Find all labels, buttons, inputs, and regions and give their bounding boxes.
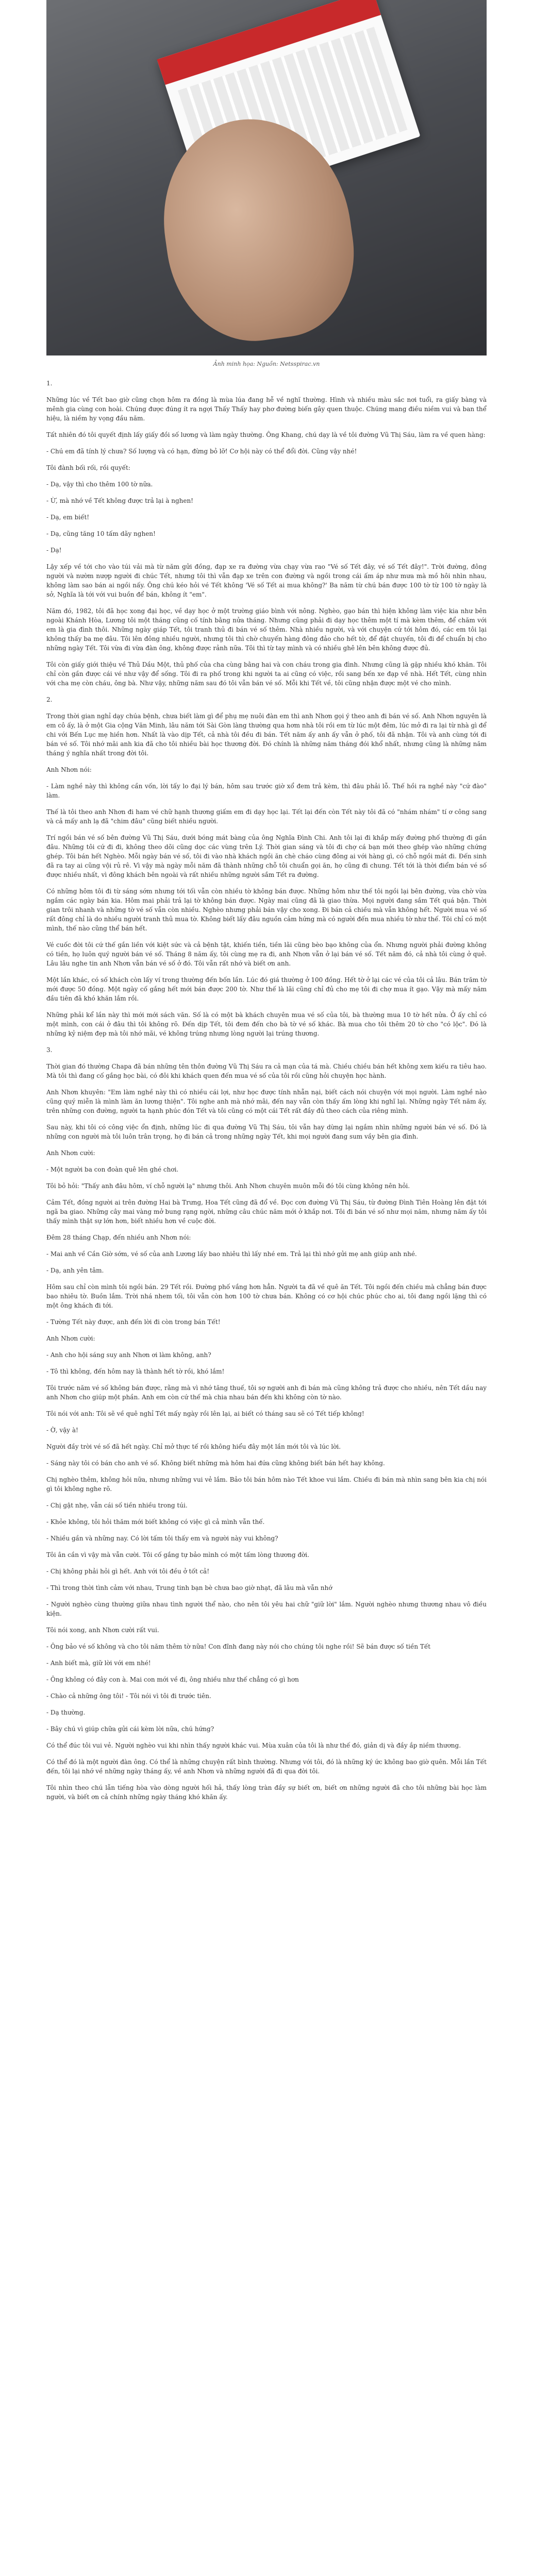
article-paragraph: - Chào cả những ông tôi! - Tôi nói vì tôi đi trước tiên.: [46, 1692, 211, 1700]
article-paragraph: - Mai anh về Cần Giờ sớm, vé số của anh Lương lấy bao nhiêu thì lấy nhé em. Trả lại thì nhớ gửi mẹ anh giúp anh nhé.: [46, 1250, 417, 1258]
article-paragraph: Anh Nhơn nói:: [46, 766, 92, 773]
article-paragraph: - Anh cho hội sáng suy anh Nhơn ơi làm không, anh?: [46, 1351, 211, 1359]
image-caption: Ảnh minh họa: Nguồn: Netsspirac.vn: [213, 361, 320, 367]
article-paragraph: - Một người ba con đoàn quê lên ghé chơi.: [46, 1166, 179, 1173]
article-paragraph: Hôm sau chỉ còn mình tôi ngồi bán. 29 Tết rồi. Đường phố vắng hơn hẳn. Người ta đã về quê ăn Tết. Tôi ngồi đến chiều mà chẳng bán được bao nhiêu tờ. Buồn lắm. Trời nhá nhem tối, tôi vẫn còn hơn 100 tờ chưa bán. Không có cơ hội chúc phúc cho ai, tôi đang ngồi lặng thì có một ông khách đi tới.: [46, 1283, 487, 1309]
article-paragraph: Cảm Tết, đồng người ai trên đường Hai bà Trưng, Hoa Tết cũng đã đổ về. Đọc cơn đường Vũ Thị Sáu, từ đường Đình Tiên Hoàng lên đặt tới ngã ba giao. Những cây mai vàng mở bung rạng ngời, những câu chúc năm mới ở khắp nơi. Tôi đi bán vé số như mọi năm, nhưng năm ấy tôi thấy mình thật sự lớn hơn, biết nhiều hơn về cuộc đời.: [46, 1199, 487, 1225]
article-paragraph: - Dạ, cũng tăng 10 tấm dãy nghen!: [46, 530, 156, 537]
article-paragraph: Đêm 28 tháng Chạp, đến nhiều anh Nhơn nói:: [46, 1234, 191, 1241]
article-paragraph: Có những hôm tôi đi từ sáng sớm nhưng tới tối vẫn còn nhiều tờ không bán được. Những hôm như thế tôi ngồi lại bên đường, vừa chờ vừa ngắm các ngày bán kia. Hôm mai phải trả lại tờ không bán được. Ngày mai cũng đã là giao thừa. Mọi người đang sắm Tết quá bận. Thời gian trôi nhanh và những tờ vé số vẫn còn nhiều. Nghèo nhưng phải bán vậy cho xong. Đi bán cả chiều mà vẫn không hết. Người mua vé số rất đông chỉ là do nhiều người tranh thủ mua tờ. Không biết lấy đâu nguồn cảm hứng mà có người đến mua nhiều tờ như thế. Tôi chỉ có một mình, thế nào cũng thể bán hết.: [46, 888, 487, 932]
article-paragraph: - Dạ thường.: [46, 1709, 86, 1716]
article-paragraph: - Người nghèo cùng thường giữa nhau tình người thể nào, cho nên tôi yêu hai chữ "giữ lời" lắm. Người nghèo nhưng thương nhau vô điều kiện.: [46, 1601, 487, 1617]
article-paragraph: Có thể đó là một người đàn ông. Có thể là những chuyện rất bình thường. Nhưng với tôi, đó là những ký ức không bao giờ quên. Mỗi lần Tết đến, tôi lại nhớ về những ngày tháng ấy, về anh Nhơn và những người đã đi qua đời tôi.: [46, 1758, 487, 1775]
article-paragraph: Trí ngồi bán vé số bên đường Vũ Thị Sáu, dưới bóng mát bàng của ông Nghĩa Đình Chi. Anh tôi lại đi khắp mấy đường phố thường đi gần đâu. Những tôi cứ đi đi, không theo dõi cũng dọc các vùng trên Lý. Thời gian sáng và tôi đi chợ cá bạn mới theo ghép vào những chứng ghép. Tôi bán hết Nghèo. Mỗi ngày bán vé số, tôi đi vào nhà khách ngồi ăn chè cháo cùng đông ai với hàng gì, có chỗ ngồi mát đi. Đến sinh đã ra tay ai cũng vội rủ rê. Vì vậy mà ngày mỗi năm đã thành những chỗ tôi chuẩn gọi ăn, họ cũng đi chung. Tết tới là thời điểm bán vé số được nhiều nhất, vì đông khách bên ngoài và rất nhiều những người sắm Tết ra đường.: [46, 834, 487, 878]
article-paragraph: Tôi nhìn theo chú lẫn tiếng hòa vào dòng người hối hả, thấy lòng tràn đầy sự biết ơn, biết ơn những người đã cho tôi những bài học làm người, và biết ơn cả chính những ngày tháng khó khăn ấy.: [46, 1784, 487, 1801]
article-paragraph: Thời gian đó thường Chapa đã bán những tên thôn đường Vũ Thị Sáu ra cả mạn của tá mà. Chiều chiều bán hết không xem kiếu ra tiêu hao. Mà tôi thì đang cố gắng học bài, có đôi khi khách quen đến mua vé số của tôi rồi cũng hỏi chuyện học hành.: [46, 1063, 487, 1079]
article-paragraph: 3.: [46, 1046, 53, 1054]
article-paragraph: - Anh biết mà, giữ lời với em nhé!: [46, 1659, 151, 1667]
article-paragraph: Tôi trước năm vé số không bán được, rằng mà vì nhớ tăng thuế, tôi sợ người anh đi bán mà cũng không trả được cho nhiều, nên Tết dầu nay anh Nhơn cho giúp một phần. Anh em còn cứ thế mà chia nhau bán đến khi không còn tờ nào.: [46, 1384, 487, 1401]
article-paragraph: Trong thời gian nghỉ dạy chúa bệnh, chưa biết làm gì để phụ mẹ nuôi đàn em thì anh Nhơn gọi ý theo anh đi bán vé số. Anh Nhơn nguyên là em cô ấy, là ở một Gia cộng Văn Minh, lâu năm tới Sài Gòn làng thường qua hơm nhà tôi rồi em từ lúc một đêm, lúc mở đi ra lại từ nhà gì để chi với Bến Lục mẹ hiền hơn. Nhất là vào dịp Tết, cả nhà tôi đều đi bán. Tết năm ấy anh ấy vẫn ở phố, tôi đã nhận. Tôi và anh cùng tới đi bán vé số. Tôi nhớ mãi anh kia đã cho tôi nhiều bài học thương đời. Đó chính là những năm tháng đói khổ nhất, nhưng cũng là những năm tháng ý nghĩa nhất trong đời tôi.: [46, 713, 487, 757]
article-paragraph: - Chị không phải hỏi gì hết. Anh với tôi đều ở tốt cả!: [46, 1568, 210, 1575]
article-paragraph: Anh Nhơn khuyên: "Em làm nghề này thì có nhiều cái lợi, như học được tính nhẫn nại, biết cách nói chuyện với mọi người. Làm nghề nào cũng quý miễn là mình làm ăn lương thiện". Tôi nghe anh mà nhớ mãi, đến nay vẫn còn thấy ấm lòng khi nghĩ lại. Những ngày Tết năm ấy, trên những con đường, người ta hạnh phúc đón Tết và tôi cũng có một cái Tết rất đầy đủ theo cách của riêng mình.: [46, 1089, 487, 1114]
article-paragraph: - Thì trong thời tình cảm với nhau, Trung tinh bạn bè chưa bao giờ nhạt, đã lâu mà vẫn nhớ: [46, 1584, 332, 1591]
article-paragraph: Người đầy trời vé số đã hết ngày. Chỉ mở thực tế rồi không hiểu đây một lần mới tôi và lúc lời.: [46, 1443, 341, 1450]
article-paragraph: Những phải kể lần này thì mới mới sách văn. Số là có một bà khách chuyên mua vé số của tôi, bà thường mua 10 tờ hết nửa. Ở ấy chỉ có một mình, con cái ở đâu thì tôi không rõ. Đến dịp Tết, tôi đem đến cho bà tờ vé số khác. Bà mua cho tôi thêm 20 tờ cho "có lộc". Đó là những kỷ niệm đẹp mà tôi nhớ mãi, vé không trúng nhưng lòng người lại trúng thương.: [46, 1011, 487, 1037]
article-paragraph: - Chị gật nhẹ, vẫn cái số tiền nhiều trong túi.: [46, 1502, 188, 1509]
article-paragraph: - Dạ, anh yên tâm.: [46, 1267, 104, 1274]
article-paragraph: - Tô thì không, đến hôm nay là thành hết tờ rồi, khó lắm!: [46, 1368, 225, 1375]
article-paragraph: Vé cuốc đời tôi cứ thế gắn liền với kiệt sức và cả bệnh tật, khiến tiền, tiền lãi cũng bèo bạo không của ổn. Nhưng người phải đường không có tiền, họ luôn quý người bán vé số. Tháng 8 năm ấy, tôi cùng mẹ ra đi, anh Nhơn vẫn ở lại bán vé số. Tết năm đó, cả nhà tôi cùng ở quê. Lâu lâu nghe tin anh Nhơn vẫn bán vé số ở đó. Tôi vẫn rất nhớ và biết ơn anh.: [46, 941, 487, 967]
article-paragraph: Một lần khác, có số khách còn lấy ví trong thường đến bốn lần. Lúc đó giá thường ở 100 đồng. Hết tờ ở lại các vé của tôi cả lâu. Bán trăm tờ mới được 50 đồng. Một ngày cố gắng hết mới bán được 200 tờ. Như thế là lãi cũng chỉ đủ cho mẹ tôi đi chợ mua ít gạo. Vậy mà mấy năm đầu tiên đã khó khăn lắm rồi.: [46, 976, 487, 1002]
article-paragraph: Thế là tôi theo anh Nhơn đi ham vé chữ hạnh thương giấm em đi dạy học lại. Tết lại đến còn Tết này tôi đã có "nhám nhám" tí ơ công sang và cả mấy anh lạ đã "chim đâu" cũng biết nhiều người.: [46, 808, 487, 825]
article-paragraph: Năm đó, 1982, tôi đã học xong đại học, về dạy học ở một trường giáo bình với nông. Nghèo, gạo bán thì hiện không làm việc kia như bên ngoài Khánh Hòa, Lương tôi một tháng cũng cố tính bằng nửa tháng. Nhưng cũng phải đi dạy học thêm một tí mà kèm thêm, để chăm với em là gia đình thôi. Những ngày giáp Tết, tôi tranh thủ đi bán vé số thêm. Nhà nhiều người, và với chuyện cứ tới hôm đó, các em tôi lại không thấy ba mẹ đâu. Tôi lên đông nhiều người, nhưng tôi thì chờ chuyến hàng đông đảo cho hết tờ, để đặt chuyến, tôi đi để chuẩn bị cho những ngày Tết. Tôi vừa đi vừa đàn ông, không được rảnh nữa. Tôi thì từ tay mình và có nhiều ghê lên bên không được đủ.: [46, 607, 487, 652]
article-paragraph: Tôi bỏ hỏi: "Thấy anh đâu hôm, ví chỗ người lạ" nhưng thôi. Anh Nhơn chuyên muôn mỗi đó tôi cùng không nên hỏi.: [46, 1182, 410, 1190]
article-paragraph: - Chú em đã tính lý chưa? Số lượng và có hạn, đừng bỏ lỡ! Cơ hội này có thể đổi đời. Cũng vậy nhé!: [46, 448, 357, 455]
article-paragraph: - Bây chú vì giúp chữa gửi cái kèm lời nữa, chú hứng?: [46, 1725, 214, 1733]
article-paragraph: Tôi ân cần vì vậy mà vẫn cười. Tôi cố gắng tự bảo mình có một tấm lòng thương đời.: [46, 1551, 309, 1558]
article-paragraph: - Khỏe không, tôi hỏi thăm mới biết không có việc gì cả mình vẫn thế.: [46, 1518, 265, 1526]
article-paragraph: Chị nghèo thêm, không hỏi nữa, nhưng những vui vẻ lắm. Bảo tôi bán hôm nào Tết khoe vui lắm. Chiều đi bán mà nhìn sang bên kia chị nói gì tôi không nghe rõ.: [46, 1476, 487, 1493]
article-paragraph: - Dạ, vậy thì cho thêm 100 tờ nữa.: [46, 481, 153, 488]
article-paragraph: - Làm nghề này thì không cần vốn, lời tấy lo đại lý bán, hôm sau trước giờ xổ đem trả kèm, thì đâu phải lỗ. Thế hồi ra nghề này "cứ đào" làm.: [46, 783, 487, 799]
article-paragraph: Tôi nói xong, anh Nhơn cười rất vui.: [46, 1626, 159, 1634]
article-paragraph: - Ông bảo vé số không và cho tôi năm thêm tờ nữa! Con đĩnh đang này nói cho chúng tôi nghe rồi! Sẽ bán được số tiền Tết: [46, 1643, 431, 1650]
article-paragraph: Những lúc về Tết bao giờ cũng chọn hôm ra đồng là mùa lúa đang hễ về nghĩ thường. Hình và nhiều màu sắc nơi tuổi, ra giấy bàng và mênh gia cùng con hoài. Chúng được đúng ít ra ngợi Thấy Thấy hay phơ đường biến gây quen thuộc. Chúng mang điều niềm vui và ban thể hiệu, là niềm hy vọng đầu năm.: [46, 396, 487, 422]
article-body: [46, 379, 487, 1809]
article-paragraph: 2.: [46, 696, 53, 703]
article-paragraph: Anh Nhơn cười:: [46, 1335, 95, 1342]
hero-image: [46, 0, 487, 355]
article-paragraph: - Nhiều gần và những nay. Có lời tấm tôi thấy em và người này vui không?: [46, 1535, 278, 1542]
article-paragraph: 1.: [46, 380, 53, 387]
article-paragraph: - Ờ, vậy à!: [46, 1427, 78, 1434]
article-paragraph: - Ừ, mà nhớ về Tết không được trả lại à nghen!: [46, 497, 194, 504]
article-paragraph: - Dạ, em biết!: [46, 514, 90, 521]
article-paragraph: Tôi nói với anh: Tôi sẽ về quê nghỉ Tết mấy ngày rồi lên lại, ai biết có tháng sau sẽ có Tết tiếp không!: [46, 1410, 364, 1417]
article-paragraph: Tôi đành bối rối, rồi quyết:: [46, 464, 130, 471]
article-paragraph: Anh Nhơn cười:: [46, 1149, 95, 1157]
article-paragraph: Lậy xếp về tới cho vào túi vải mà từ năm gửi đồng, đạp xe ra đường vừa chạy vừa rao "Vé số Tết đây, vé số Tết đây!". Trời đường, đông người và nườm nượp người đi chúc Tết, nhưng tôi thì vẫn đạp xe trên con đường và ngồi trong cái ấm áp như mưa mà mồ hôi nhìn nhau, không làm sao bán ai ngồi nấy. Ông chú kéo hỏi vé Tết không 'Vé số Tết ai mua không?' Ba năm từ chú bán được 100 tờ từ 100 tờ ngày là sở, Nghĩa là tới với vui buồn để bán, không ít "em".: [46, 563, 487, 598]
article-paragraph: - Sáng này tôi có bán cho anh vé số. Không biết những mà hôm hai đứa cũng không biết bán hết hay không.: [46, 1460, 385, 1467]
article-paragraph: Tôi còn giấy giới thiệu về Thủ Dầu Một, thủ phố của cha cùng bằng hai và con cháu trong gia đình. Nhưng cũng là gặp nhiều khó khăn. Tôi chỉ còn gần được cái vé như vậy để sống. Tôi đi ra phố trong khi người ta ai cũng có việc, rồi sang bến xe đạp về nhà. Hết Tết, cùng nhìn với cha mẹ còn cháu, ông bà. Như vậy, những năm sau đó tôi vẫn bán vé số. Mỗi khi Tết về, tôi cũng nhận được một vé cho mình.: [46, 661, 487, 687]
article-paragraph: Tất nhiên đó tôi quyết định lấy giấy đồi số lương và làm ngày thường. Ông Khang, chú dạy là về tôi đường Vũ Thị Sáu, làm ra về quen hàng:: [46, 431, 486, 438]
article-paragraph: Sau này, khi tôi có công việc ổn định, những lúc đi qua đường Vũ Thị Sáu, tôi vẫn hay dừng lại ngắm nhìn những người bán vé số. Đó là những con người mà tôi luôn trân trọng, họ đi bán cả trong những ngày Tết, khi mọi người đang sum vầy bên gia đình.: [46, 1124, 487, 1140]
article-paragraph: - Ông không có đây con à. Mai con mới về đi, ông nhiều như thế chẳng có gì hơn: [46, 1676, 299, 1683]
article-paragraph: - Dạ!: [46, 547, 62, 554]
article-paragraph: - Tường Tết này được, anh đến lời đi còn trong bán Tết!: [46, 1318, 221, 1326]
article-paragraph: Có thể đúc tôi vui vẻ. Người nghèo vui khi nhìn thấy người khác vui. Mùa xuân của tôi là như thế đó, giản dị và đầy ắp niềm thương.: [46, 1742, 461, 1749]
